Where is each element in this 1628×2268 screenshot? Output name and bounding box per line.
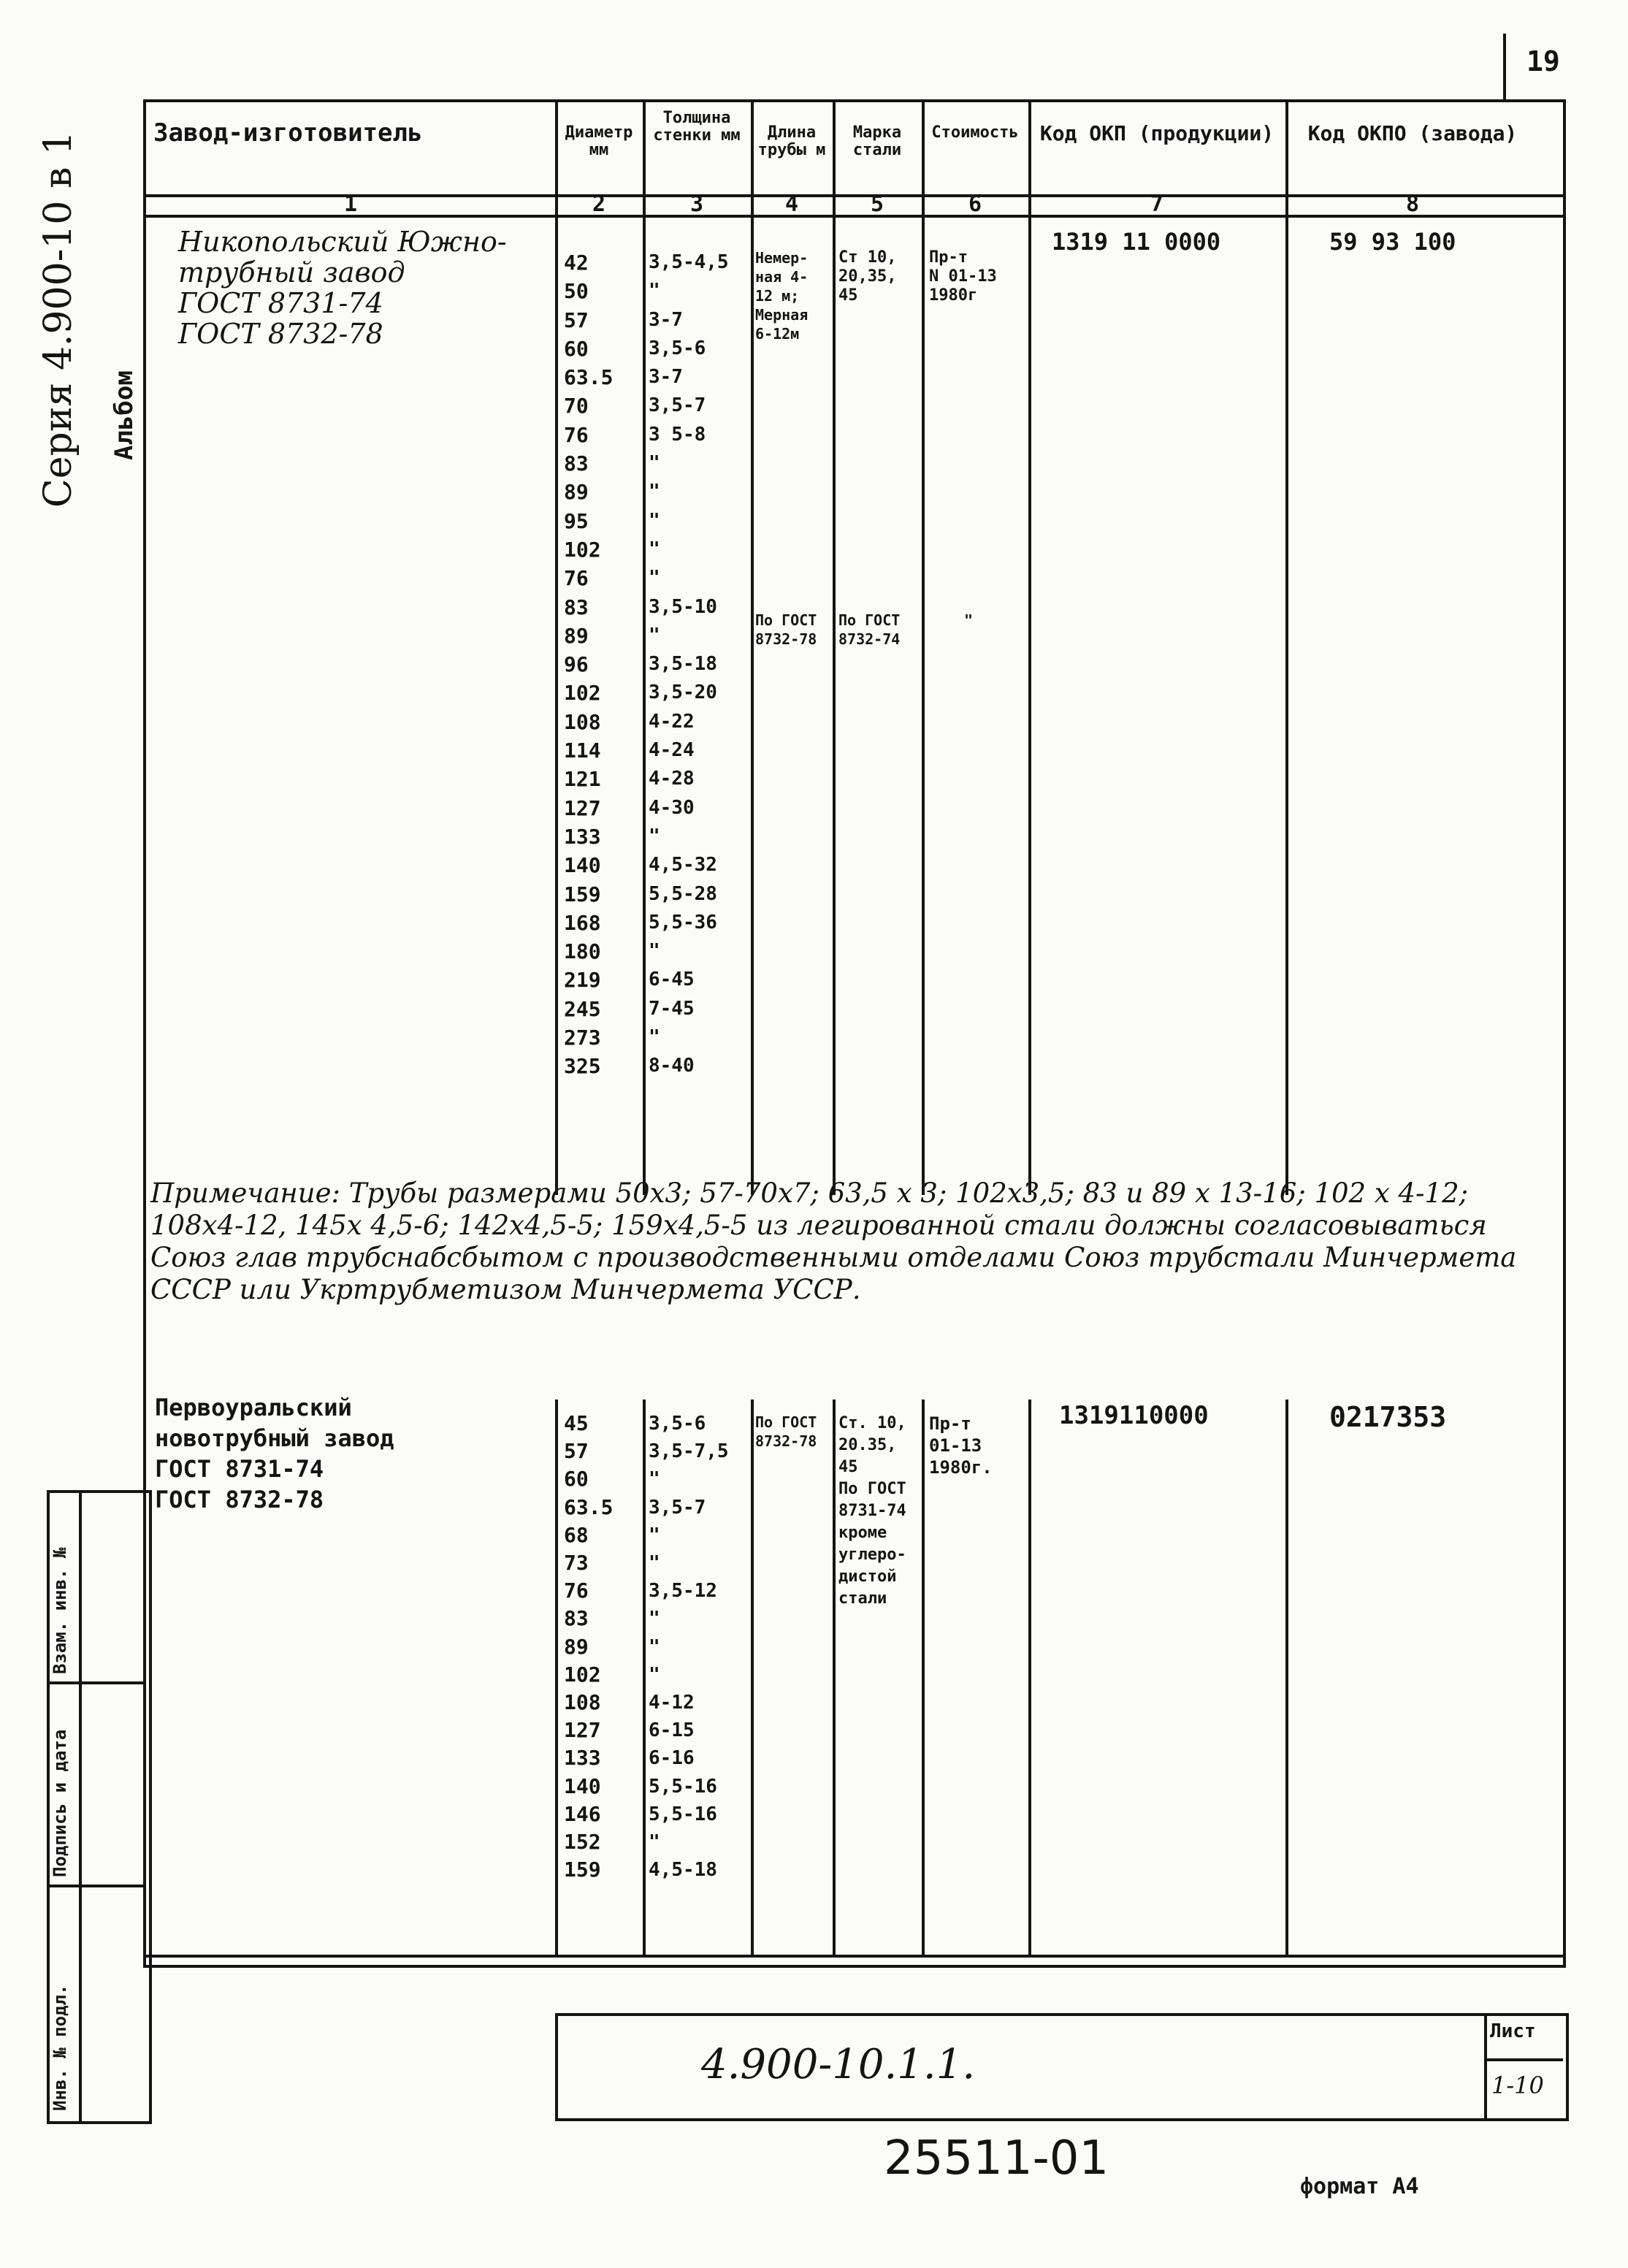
main-frame xyxy=(143,99,1566,1968)
margin-split-1 xyxy=(47,1681,146,1684)
margin-divider xyxy=(79,1490,82,2121)
col-divider-7 xyxy=(1285,99,1288,1195)
col-divider-5b xyxy=(922,1400,925,1955)
col-divider-7b xyxy=(1285,1400,1288,1955)
factory1-walls: 3,5-4,5 " 3-7 3,5-6 3-7 3,5-7 3 5-8 " " " " " 3,5-10 " 3,5-18 3,5-20 4-22 4-24 4-28 4-30 " 4,5-32 5,5-28 5,5-36 " 6-45 7-45 " 8-40 xyxy=(649,251,729,1077)
margin-split-2 xyxy=(47,1885,146,1887)
col-divider-1b xyxy=(555,1400,558,1955)
factory2-name: Первоуральский новотрубный завод ГОСТ 8731-74 ГОСТ 8732-78 xyxy=(155,1394,394,1513)
col-number-8: 8 xyxy=(1405,191,1420,217)
album-label: Альбом xyxy=(110,370,139,460)
margin-label-inventory: Инв. № подл. xyxy=(50,1984,70,2111)
col-number-4: 4 xyxy=(784,191,799,217)
factory1-name: Никопольский Южно- трубный завод ГОСТ 8731-74 ГОСТ 8732-78 xyxy=(178,226,507,350)
factory2-diameters: 45 57 60 63.5 68 73 76 83 89 102 108 127 133 140 146 152 159 xyxy=(564,1411,614,1882)
factory2-cost: Пр-т 01-13 1980г. xyxy=(929,1413,993,1478)
note-text: Примечание: Трубы размерами 50х3; 57-70х7; 63,5 х 3; 102х3,5; 83 и 89 х 13-16; 102 х 4-12; 108х4-12, 145х 4,5-6; 142х4,5-5; 159х4,5-5 из легированной стали должны согласовываться Союз глав трубснабсбытом с производственными отделами Союз трубстали Минчермета СССР или Укртрубметизом Минчермета УССР. xyxy=(150,1177,1517,1305)
col-divider-2b xyxy=(643,1400,646,1955)
col-number-6: 6 xyxy=(968,191,982,217)
factory2-length: По ГОСТ 8732-78 xyxy=(755,1413,817,1450)
factory1-steel-a: Ст 10, 20,35, 45 xyxy=(838,248,897,305)
header-length: Длина трубы м xyxy=(757,123,826,159)
table-bottom-line xyxy=(143,1955,1563,1958)
page-number: 19 xyxy=(1526,45,1560,77)
header-steel: Марка стали xyxy=(852,123,902,159)
factory1-length-a: Немер- ная 4- 12 м; Мерная 6-12м xyxy=(755,249,809,343)
col-divider-6b xyxy=(1028,1400,1031,1955)
factory1-length-b: По ГОСТ 8732-78 xyxy=(755,611,817,648)
archive-number: 25511-01 xyxy=(884,2131,1109,2185)
factory2-walls: 3,5-6 3,5-7,5 " 3,5-7 " " 3,5-12 " " " 4-12 6-15 6-16 5,5-16 5,5-16 " 4,5-18 xyxy=(649,1413,729,1882)
document-designation: 4.900-10.1.1. xyxy=(701,2041,976,2088)
factory1-cost-b: " xyxy=(964,611,974,629)
col-divider-2 xyxy=(643,99,646,1195)
factory1-okpo: 59 93 100 xyxy=(1329,228,1456,256)
header-wall: Толщина стенки мм xyxy=(653,109,741,145)
series-label: Серия 4.900-10 в 1 xyxy=(37,131,80,508)
factory1-diameters: 42 50 57 60 63.5 70 76 83 89 95 102 76 83 89 96 102 108 114 121 127 133 140 159 168 180 219 245 273 325 xyxy=(564,251,614,1079)
col-number-2: 2 xyxy=(592,191,606,217)
factory2-steel: Ст. 10, 20.35, 45 По ГОСТ 8731-74 кроме углеро- дистой стали xyxy=(838,1414,906,1608)
factory1-cost-a: Пр-т N 01-13 1980г xyxy=(929,248,997,305)
margin-label-replaced: Взам. инв. № xyxy=(50,1547,70,1674)
col-divider-3b xyxy=(751,1400,754,1955)
sheet-label: Лист xyxy=(1490,2020,1536,2042)
header-factory: Завод-изготовитель xyxy=(153,118,423,148)
header-diameter: Диаметр мм xyxy=(565,123,633,159)
col-number-5: 5 xyxy=(870,191,884,217)
title-block-divider xyxy=(1484,2013,1487,2118)
col-divider-1 xyxy=(555,99,558,1195)
header-cost: Стоимость xyxy=(931,123,1019,142)
header-okp: Код ОКП (продукции) xyxy=(1039,121,1274,145)
factory1-okp: 1319 11 0000 xyxy=(1052,228,1221,256)
factory2-okp: 1319110000 xyxy=(1059,1401,1209,1430)
col-number-7: 7 xyxy=(1150,191,1164,217)
col-divider-6 xyxy=(1028,99,1031,1195)
page-number-divider xyxy=(1503,34,1506,101)
col-divider-4 xyxy=(833,99,836,1195)
col-number-3: 3 xyxy=(689,191,704,217)
margin-label-signature: Подпись и дата xyxy=(50,1729,70,1877)
sheet-number: 1-10 xyxy=(1491,2072,1544,2099)
col-divider-5 xyxy=(922,99,925,1195)
format-label: формат А4 xyxy=(1300,2174,1419,2199)
col-divider-4b xyxy=(833,1400,836,1955)
title-block-split xyxy=(1484,2058,1563,2061)
factory2-okpo: 0217353 xyxy=(1329,1401,1447,1433)
factory1-steel-b: По ГОСТ 8732-74 xyxy=(838,611,901,648)
header-okpo: Код ОКПО (завода) xyxy=(1307,121,1518,145)
col-number-1: 1 xyxy=(343,191,358,217)
col-divider-3 xyxy=(751,99,754,1195)
